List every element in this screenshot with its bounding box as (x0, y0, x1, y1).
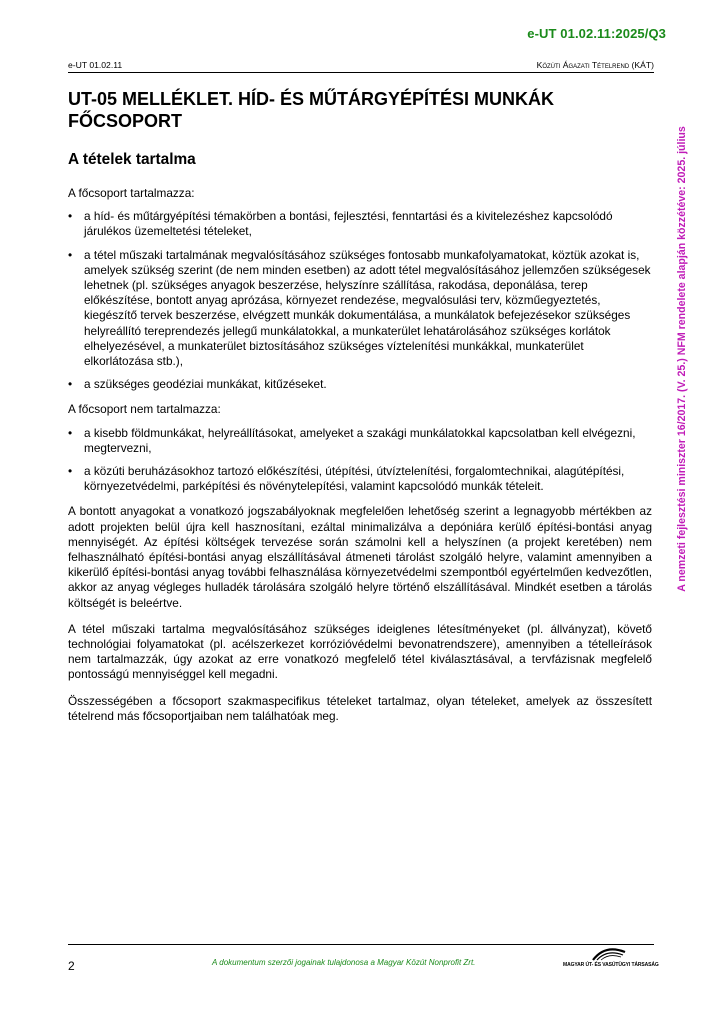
list-item-text: a szükséges geodéziai munkákat, kitűzéseket. (84, 377, 327, 392)
body-paragraph: A bontott anyagokat a vonatkozó jogszabályoknak megfelelően lehetőség szerint a legnagyobb mértékben az adott projekten belül újra kell hasznosítani, ezáltal minimalizálva a depóniára kerülő építési-bontási anyag mennyiségét. Az építési költségek tervezése során számolni kell a helyszínen (a projekt keretében) nem felhasználható építési-bontási anyag elszállításával átmeneti tárolást szolgáló helyre, valamint amennyiben a kikerülő építési-bontási anyag további felhasználása környezetvédelmi szempontból egyértelműen kedvezőtlen, akkor az anyag végleges hulladék tárolására szolgáló helyre történő elszállításával. Mindkét esetben a tárolás költségét is beleértve. (68, 504, 652, 610)
document-body (68, 186, 652, 735)
logo-text: MAGYAR ÚT- ÉS VASÚTÜGYI TÁRSASÁG (563, 962, 659, 968)
bullet-icon: • (68, 464, 73, 479)
body-paragraph: Összességében a főcsoport szakmaspecifikus tételeket tartalmaz, olyan tételeket, amelyek az összesített tételrend más főcsoportjaiban nem találhatóak meg. (68, 693, 652, 723)
list-item (68, 209, 652, 239)
excludes-intro: A főcsoport nem tartalmazza: (68, 402, 221, 417)
list-item (68, 377, 652, 392)
body-paragraph: A tétel műszaki tartalma megvalósításához szükséges ideiglenes létesítményeket (pl. állványzat), követő technológiai folyamatokat (pl. acélszerkezet korrózióvédelmi bevonatrendszere), amennyiben a tételleírások nem tartalmazzák, úgy azokat az erre vonatkozó megfelelő tétel kiválasztásával, a tervfázisnak megfelelő pontosságú mennyiséggel kell megadni. (68, 621, 652, 682)
includes-intro: A főcsoport tartalmazza: (68, 186, 195, 200)
page-number: 2 (68, 959, 75, 973)
header-right-reference: Közúti Ágazati Tételrend (KÁT) (536, 60, 654, 70)
footer-divider (68, 944, 654, 945)
section-heading: A tételek tartalma (68, 151, 196, 168)
main-title: UT-05 MELLÉKLET. HÍD- ÉS MŰTÁRGYÉPÍTÉSI MUNKÁK FŐCSOPORT (68, 89, 555, 131)
side-publication-note (667, 89, 697, 629)
header-divider (68, 72, 654, 73)
organization-logo (563, 946, 659, 972)
list-item-text: a híd- és műtárgyépítési témakörben a bontási, fejlesztési, fenntartási és a kivitelezéshez kapcsolódó járulékos üzemeltetési tételeket, (84, 209, 613, 239)
document-code: e-UT 01.02.11:2025/Q3 (527, 26, 666, 41)
side-publication-note-text: A nemzeti fejlesztési miniszter 16/2017. (V. 25.) NFM rendelete alapján közzétéve: 2025. július (676, 126, 688, 592)
bullet-icon: • (68, 247, 73, 262)
arch-bridge-icon (591, 946, 627, 962)
bullet-icon: • (68, 209, 73, 224)
list-item (68, 464, 652, 494)
bullet-icon: • (68, 377, 73, 392)
list-item-text: a tétel műszaki tartalmának megvalósításához szükséges fontosabb munkafolyamatokat, köztük azokat is, amelyek szükség szerint (de nem minden esetben) az adott tétel megvalósításához jellemzően szükségesek lehetnek (pl. szükséges anyagok beszerzése, helyszínre szállítása, rakodása, deponálása, terep előkészítése, bontott anyag aprózása, környezet rendezése, megvalósulási terv, közműegyeztetés, kiegészítő tervek beszerzése, elvégzett munkák dokumentálása, a munkálatok befejezésekor szükséges helyreállító tereprendezés jellegű munkálatokkal, a munkaterület lehatárolásához szükséges korlátok elhelyezésével, a munkaterület biztosításához szükséges víztelenítési munkákkal, munkaterület elkorlátozása stb.), (84, 247, 651, 369)
bullet-icon: • (68, 425, 73, 440)
list-item-text: a kisebb földmunkákat, helyreállításokat, amelyeket a szakági munkálatokkal kapcsolatban kell elvégezni, megtervezni, (84, 425, 636, 455)
list-item-text: a közúti beruházásokhoz tartozó előkészítési, útépítési, útvíztelenítési, forgalomtechnikai, alagútépítési, környezetvédelmi, parképítési és növénytelepítési, valamint kapcsolódó munkák tételeit. (84, 464, 625, 494)
header-left-reference: e-UT 01.02.11 (68, 60, 123, 70)
excludes-list (68, 426, 652, 495)
list-item (68, 426, 652, 456)
list-item (68, 248, 652, 370)
copyright-note: A dokumentum szerzői jogainak tulajdonosa a Magyar Közút Nonprofit Zrt. (212, 958, 476, 967)
includes-list (68, 209, 652, 392)
